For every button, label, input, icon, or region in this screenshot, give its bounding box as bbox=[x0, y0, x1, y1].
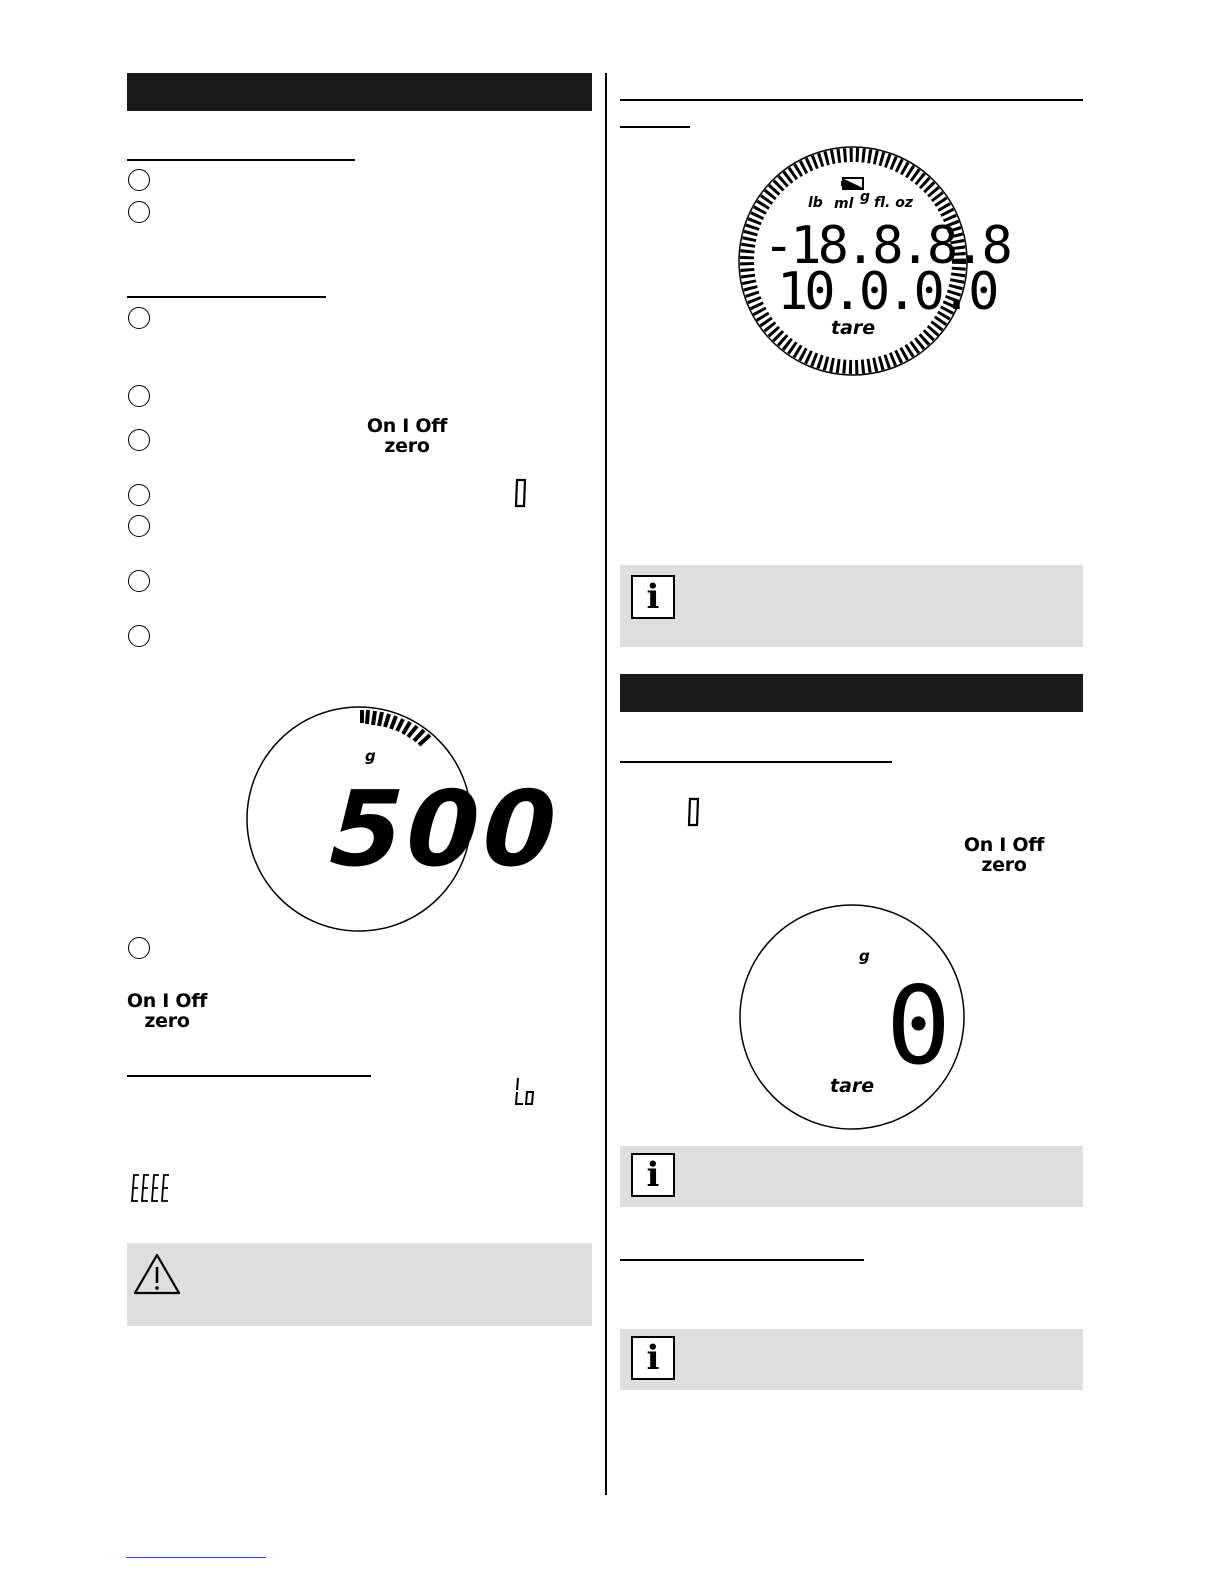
step-circle-4 bbox=[128, 385, 150, 407]
lcd-digits-bottom: 10.0.0.0 bbox=[777, 262, 996, 322]
lcd-display-tare bbox=[738, 903, 966, 1131]
lcd-tare-label: tare bbox=[831, 317, 876, 339]
section-header-bar-right bbox=[620, 674, 1083, 712]
subsection-rule-2 bbox=[127, 296, 326, 298]
step-circle-5 bbox=[128, 429, 150, 451]
lcd-display-weight bbox=[245, 705, 563, 933]
info-box-1 bbox=[620, 565, 1083, 647]
step-circle-7 bbox=[128, 515, 150, 537]
button-label-line1: On I Off bbox=[366, 415, 448, 437]
section-header-bar-left bbox=[127, 73, 592, 111]
lcd-zero-glyph-right bbox=[687, 797, 701, 827]
lcd-unit-g: g bbox=[859, 947, 870, 965]
lcd-digit-zero: 0 bbox=[886, 964, 952, 1089]
subsection-rule-3 bbox=[127, 1075, 371, 1077]
step-circle-3 bbox=[128, 307, 150, 329]
button-label-line1: On I Off bbox=[126, 990, 208, 1012]
lcd-digits-top: -18.8.8.8 bbox=[763, 216, 1009, 276]
info-icon: i bbox=[631, 1153, 675, 1197]
on-off-zero-button-label bbox=[362, 416, 452, 456]
column-divider bbox=[605, 73, 607, 1495]
right-top-short-rule bbox=[620, 126, 690, 128]
lcd-unit-lb: lb bbox=[808, 195, 823, 211]
lcd-display-full bbox=[737, 145, 1009, 377]
on-off-zero-button-label-right bbox=[959, 835, 1049, 875]
step-circle-1 bbox=[128, 169, 150, 191]
right-top-rule bbox=[620, 99, 1083, 101]
step-circle-6 bbox=[128, 484, 150, 506]
button-label-line1: On I Off bbox=[963, 834, 1045, 856]
button-label-line2: zero bbox=[144, 1010, 190, 1032]
footer-link-underline bbox=[126, 1557, 266, 1558]
info-icon: i bbox=[631, 575, 675, 619]
lcd-lo-glyph bbox=[514, 1076, 536, 1106]
step-circle-8 bbox=[128, 570, 150, 592]
warning-icon bbox=[132, 1252, 182, 1296]
lcd-error-glyph bbox=[131, 1173, 173, 1203]
lcd-tare-label: tare bbox=[830, 1075, 875, 1097]
info-box-2 bbox=[620, 1146, 1083, 1207]
on-off-zero-button-label-2 bbox=[122, 991, 212, 1031]
lcd-digits-500: 500 bbox=[327, 768, 563, 890]
subsection-rule-1 bbox=[127, 159, 355, 161]
warning-box bbox=[127, 1243, 592, 1326]
info-icon: i bbox=[631, 1336, 675, 1380]
step-circle-10 bbox=[128, 937, 150, 959]
subsection-rule-right-2 bbox=[620, 1259, 864, 1261]
step-circle-9 bbox=[128, 625, 150, 647]
button-label-line2: zero bbox=[384, 435, 430, 457]
lcd-unit-ml: ml bbox=[834, 196, 854, 212]
lcd-zero-glyph bbox=[514, 478, 528, 508]
lcd-unit-g: g bbox=[365, 747, 376, 765]
info-box-3 bbox=[620, 1329, 1083, 1390]
subsection-rule-right-1 bbox=[620, 761, 892, 763]
lcd-unit-g: g bbox=[860, 189, 871, 205]
lcd-unit-floz: fl. oz bbox=[874, 195, 913, 211]
button-label-line2: zero bbox=[981, 854, 1027, 876]
step-circle-2 bbox=[128, 201, 150, 223]
